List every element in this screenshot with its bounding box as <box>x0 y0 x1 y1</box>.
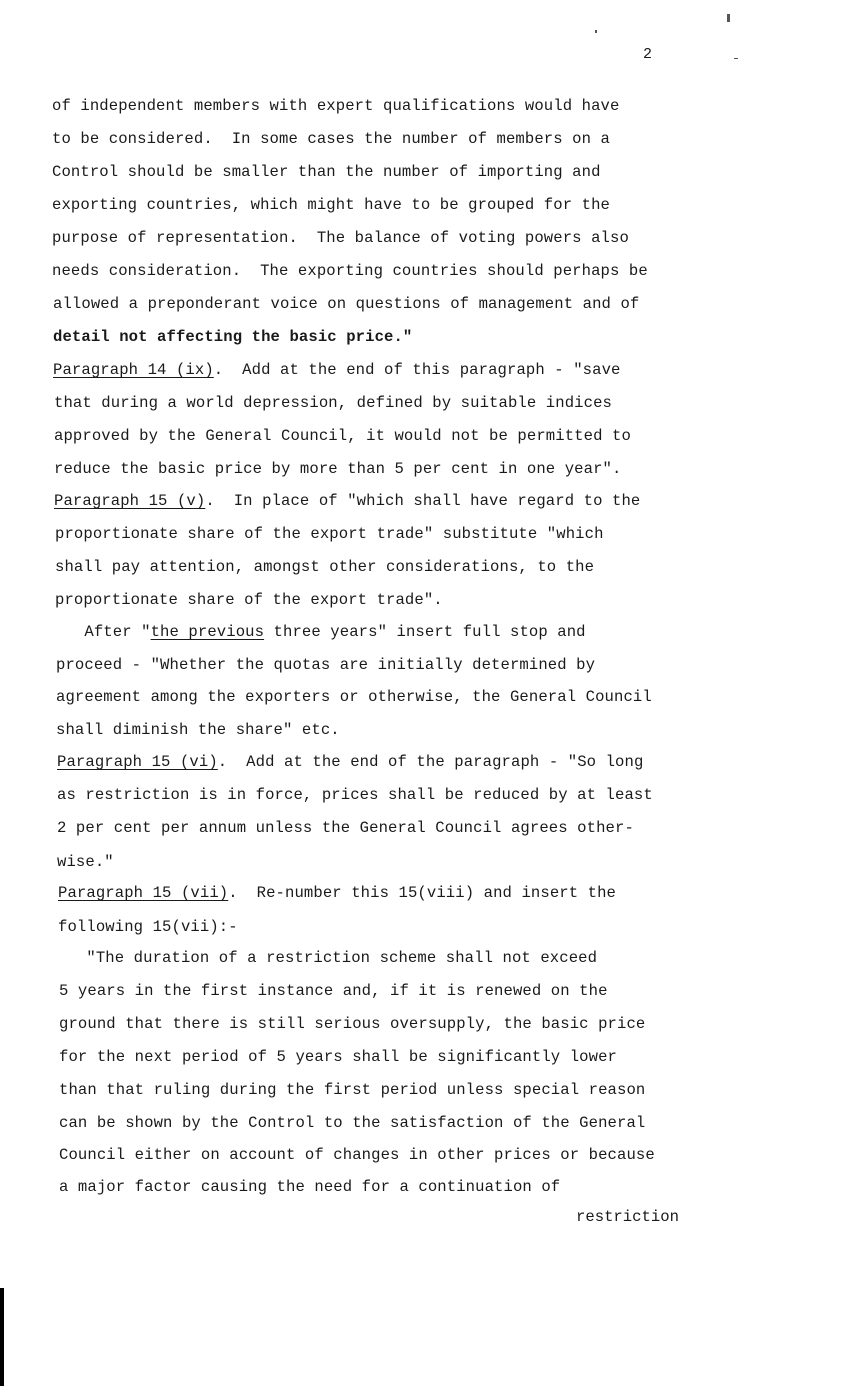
text-line: shall diminish the share" etc. <box>56 721 340 739</box>
text-line: Council either on account of changes in other prices or because <box>59 1146 655 1164</box>
text-line: wise." <box>57 853 114 871</box>
scan-margin-bar <box>0 1288 4 1386</box>
text-line: "The duration of a restriction scheme shall not exceed <box>58 949 598 967</box>
after-previous-line <box>56 623 586 641</box>
text-line: shall pay attention, amongst other considerations, to the <box>55 558 595 576</box>
text-line: agreement among the exporters or otherwise, the General Council <box>56 688 652 706</box>
paragraph-text: . Add at the end of this paragraph - "save <box>213 361 621 379</box>
text-line: can be shown by the Control to the satisfaction of the General <box>59 1114 646 1132</box>
text-line: approved by the General Council, it would not be permitted to <box>54 427 631 445</box>
text-line: that during a world depression, defined by suitable indices <box>54 394 613 412</box>
text-line: allowed a preponderant voice on questions of management and of <box>53 295 640 313</box>
paragraph-15-vii-line <box>58 884 616 902</box>
page-number: 2 <box>643 46 653 63</box>
paragraph-text: . Re-number this 15(viii) and insert the <box>228 884 617 902</box>
text-segment: three years" insert full stop and <box>264 623 586 641</box>
text-line: a major factor causing the need for a continuation of <box>59 1178 561 1196</box>
text-line: proceed - "Whether the quotas are initially determined by <box>56 656 596 674</box>
paragraph-text: . In place of "which shall have regard to the <box>205 492 641 510</box>
text-line: of independent members with expert qualifications would have <box>52 97 620 115</box>
paragraph-heading: Paragraph 15 (vii) <box>58 884 229 902</box>
text-line: purpose of representation. The balance of voting powers also <box>52 229 629 247</box>
paragraph-heading: Paragraph 15 (v) <box>54 492 206 510</box>
text-line: following 15(vii):- <box>58 918 238 936</box>
text-line: for the next period of 5 years shall be significantly lower <box>59 1048 618 1066</box>
scan-speck <box>727 14 730 22</box>
paragraph-15-v-line <box>54 492 640 510</box>
text-line: exporting countries, which might have to be grouped for the <box>52 196 611 214</box>
text-line: needs consideration. The exporting countries should perhaps be <box>52 262 648 280</box>
text-line: proportionate share of the export trade" substitute "which <box>55 525 604 543</box>
catchword: restriction <box>576 1208 679 1226</box>
text-line: 2 per cent per annum unless the General Council agrees other- <box>57 819 634 837</box>
text-line: reduce the basic price by more than 5 per cent in one year". <box>54 460 622 478</box>
text-line: detail not affecting the basic price." <box>53 328 413 346</box>
paragraph-text: . Add at the end of the paragraph - "So long <box>217 753 644 771</box>
paragraph-14-ix-line <box>53 361 620 379</box>
text-line: as restriction is in force, prices shall be reduced by at least <box>57 786 653 804</box>
paragraph-heading: Paragraph 14 (ix) <box>53 361 214 379</box>
text-line: 5 years in the first instance and, if it is renewed on the <box>59 982 608 1000</box>
paragraph-15-vi-line <box>57 753 643 771</box>
text-line: Control should be smaller than the number of importing and <box>52 163 601 181</box>
scan-speck <box>734 58 738 59</box>
text-line: ground that there is still serious oversupply, the basic price <box>59 1015 646 1033</box>
text-line: than that ruling during the first period unless special reason <box>59 1081 646 1099</box>
underlined-phrase: the previous <box>150 623 265 641</box>
text-line: proportionate share of the export trade". <box>55 591 443 609</box>
text-line: to be considered. In some cases the number of members on a <box>52 130 611 148</box>
scan-speck <box>595 30 597 33</box>
text-segment: After " <box>56 623 151 641</box>
paragraph-heading: Paragraph 15 (vi) <box>57 753 218 771</box>
